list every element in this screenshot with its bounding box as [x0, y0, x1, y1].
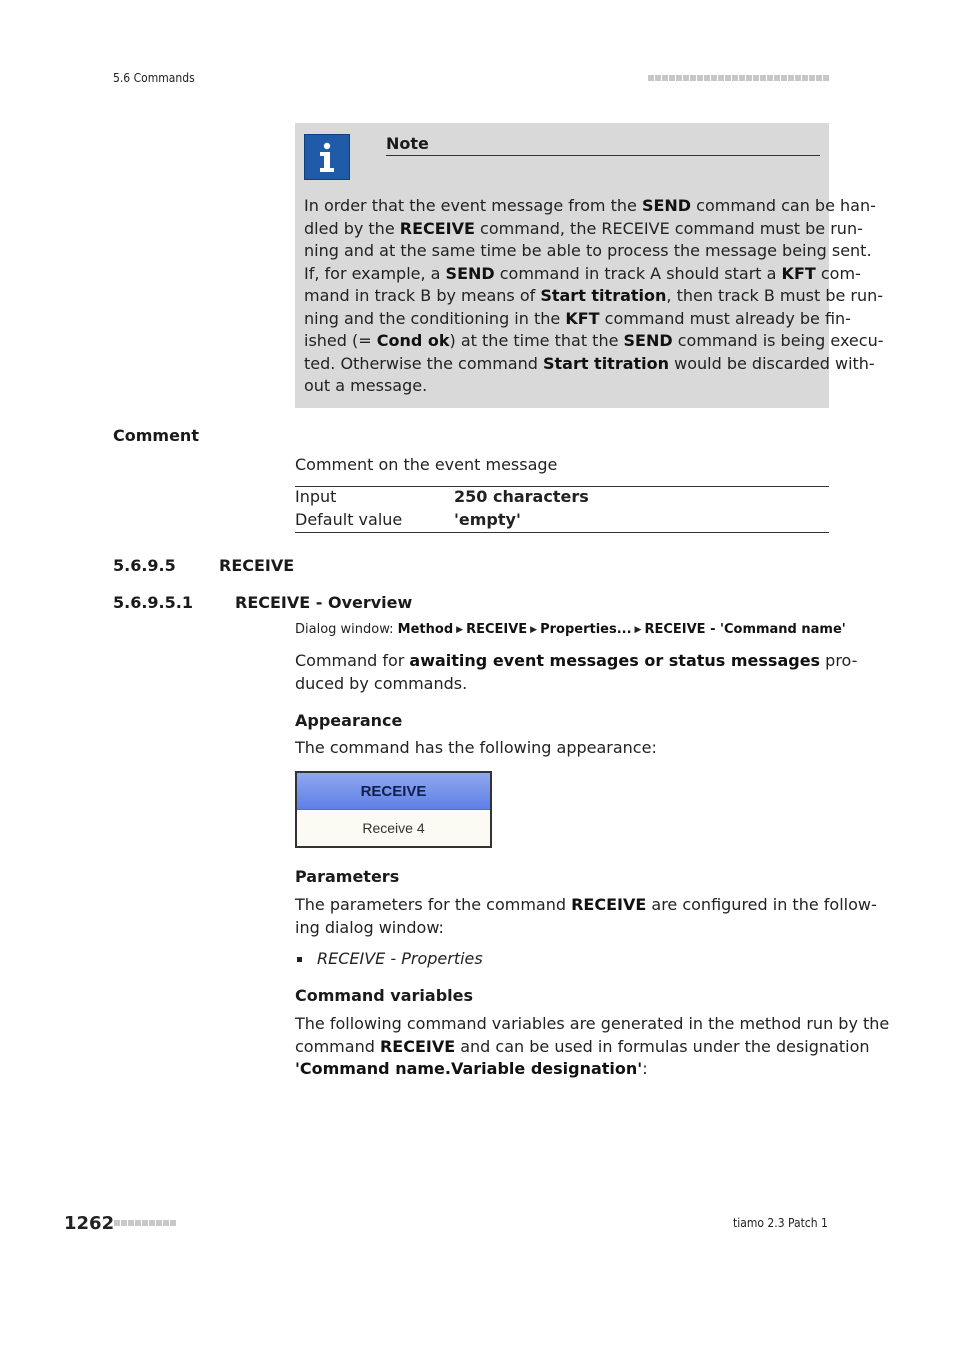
parameters-bullet-item: RECEIVE - Properties: [317, 949, 483, 968]
parameters-heading: Parameters: [295, 867, 400, 886]
dialog-path: [295, 622, 846, 637]
running-header-section: 5.6 Commands: [113, 71, 195, 85]
footer-product: tiamo 2.3 Patch 1: [733, 1216, 828, 1230]
text-run: pro-: [820, 651, 858, 670]
bold-term: KFT: [565, 308, 600, 328]
bold-term: 'Command name.Variable designation': [295, 1059, 643, 1078]
decoration-square: [676, 75, 682, 81]
command-variables-text: [295, 1013, 890, 1081]
decoration-square: [767, 75, 773, 81]
decoration-square: [149, 1220, 155, 1226]
bold-term: Start titration: [542, 353, 670, 373]
command-variables-heading: Command variables: [295, 986, 473, 1005]
text-line: [295, 1058, 829, 1081]
decoration-square: [704, 75, 710, 81]
text-run: command in track A should start a: [494, 263, 782, 283]
decoration-square: [711, 75, 717, 81]
text-line: [304, 353, 875, 376]
decoration-square: [760, 75, 766, 81]
text-line: [304, 285, 884, 308]
text-run: The following command variables are generated in the method run by the: [295, 1014, 890, 1033]
text-run: com-: [815, 263, 861, 283]
table-bottom-rule: [295, 532, 829, 533]
text-line: [304, 308, 851, 331]
decoration-square: [648, 75, 654, 81]
decoration-square: [732, 75, 738, 81]
text-run: would be discarded with-: [669, 353, 875, 373]
table-key-default: Default value: [295, 510, 403, 529]
text-run: and can be used in formulas under the designation: [455, 1036, 870, 1056]
section-number: 5.6.9.5: [113, 556, 176, 575]
text-line: [304, 263, 861, 286]
text-run: dled by the: [304, 218, 400, 238]
text-run: duced by commands.: [295, 673, 468, 693]
decoration-square: [669, 75, 675, 81]
text-run: command: [295, 1036, 380, 1056]
decoration-square: [809, 75, 815, 81]
text-run: are configured in the follow-: [646, 895, 877, 914]
text-line: [295, 1013, 890, 1036]
table-value-input: 250 characters: [454, 487, 589, 506]
decoration-square: [739, 75, 745, 81]
text-line: [304, 195, 876, 218]
text-run: Command for: [295, 651, 410, 670]
text-run: ted. Otherwise the command: [304, 353, 543, 373]
comment-description: Comment on the event message: [295, 455, 558, 474]
section-heading: [113, 556, 294, 575]
appearance-text: The command has the following appearance:: [295, 738, 657, 757]
text-run: , then track B must be run-: [666, 286, 884, 305]
text-line: [295, 894, 877, 917]
bold-term: awaiting event messages or status messages: [409, 651, 821, 670]
bold-term: RECEIVE: [571, 895, 647, 914]
bullet-marker: [297, 957, 302, 962]
appearance-heading: Appearance: [295, 711, 403, 730]
text-line: [304, 218, 863, 241]
comment-label: Comment: [113, 426, 199, 445]
receive-box-name: Receive 4: [297, 810, 490, 846]
decoration-square: [746, 75, 752, 81]
decoration-square: [128, 1220, 134, 1226]
decoration-square: [795, 75, 801, 81]
decoration-square: [142, 1220, 148, 1226]
decoration-square: [781, 75, 787, 81]
decoration-square: [655, 75, 661, 81]
text-run: command can be han-: [691, 196, 876, 215]
text-line: [304, 240, 872, 263]
text-run: command, the RECEIVE command must be run-: [474, 218, 863, 238]
bold-term: RECEIVE: [379, 1036, 456, 1056]
bold-term: SEND: [623, 331, 673, 350]
text-run: ished (=: [304, 331, 377, 350]
subsection-number: 5.6.9.5.1: [113, 593, 193, 612]
decoration-square: [156, 1220, 162, 1226]
note-title: Note: [386, 134, 429, 153]
text-line: [295, 917, 829, 940]
section-title: RECEIVE: [219, 556, 295, 575]
text-run: :: [642, 1059, 648, 1078]
bold-term: KFT: [781, 263, 816, 283]
decoration-square: [114, 1220, 120, 1226]
dialog-path-item: RECEIVE: [466, 622, 528, 637]
subsection-heading: [113, 593, 412, 612]
decoration-square: [788, 75, 794, 81]
text-run: mand in track B by means of: [304, 286, 541, 305]
decoration-square: [690, 75, 696, 81]
decoration-square: [725, 75, 731, 81]
bold-term: RECEIVE: [399, 218, 475, 238]
dialog-path-prefix: Dialog window:: [295, 622, 398, 637]
text-line: [304, 375, 822, 398]
receive-box-title: RECEIVE: [297, 773, 490, 810]
note-text: [304, 195, 884, 398]
text-run: ning and the conditioning in the: [304, 308, 566, 328]
subsection-title: RECEIVE - Overview: [235, 593, 413, 612]
bold-term: SEND: [445, 263, 495, 283]
text-run: out a message.: [304, 376, 428, 395]
dialog-path-item: RECEIVE - 'Command name': [644, 622, 846, 637]
text-run: In order that the event message from the: [304, 196, 642, 215]
intro-text: [295, 650, 858, 695]
decoration-square: [823, 75, 829, 81]
text-line: [295, 650, 858, 673]
header-decoration: [648, 75, 829, 81]
decoration-square: [774, 75, 780, 81]
text-run: command is being execu-: [672, 331, 884, 350]
decoration-square: [697, 75, 703, 81]
text-run: ing dialog window:: [295, 917, 444, 937]
decoration-square: [753, 75, 759, 81]
note-divider: [386, 155, 820, 156]
decoration-square: [121, 1220, 127, 1226]
dialog-path-item: Method: [397, 622, 454, 637]
text-line: [304, 330, 884, 353]
text-run: ) at the time that the: [449, 331, 624, 350]
dialog-path-item: Properties...: [540, 622, 632, 637]
text-line: [295, 673, 829, 696]
decoration-square: [135, 1220, 141, 1226]
info-icon: [304, 134, 350, 180]
table-value-default: 'empty': [454, 510, 521, 529]
page-number: 1262: [64, 1213, 115, 1234]
bold-term: Start titration: [540, 286, 667, 305]
bold-term: Cond ok: [376, 331, 450, 350]
bold-term: SEND: [641, 196, 692, 215]
path-arrow-icon: ▶: [456, 625, 464, 635]
text-line: [295, 1036, 870, 1059]
decoration-square: [163, 1220, 169, 1226]
text-run: If, for example, a: [304, 263, 446, 283]
text-run: command must already be fin-: [599, 308, 851, 328]
table-key-input: Input: [295, 487, 337, 506]
decoration-square: [170, 1220, 176, 1226]
decoration-square: [816, 75, 822, 81]
text-run: ning and at the same time be able to process the message being sent.: [304, 241, 872, 260]
parameters-text: [295, 894, 877, 939]
decoration-square: [683, 75, 689, 81]
path-arrow-icon: ▶: [530, 625, 538, 635]
path-arrow-icon: ▶: [634, 625, 642, 635]
decoration-square: [718, 75, 724, 81]
decoration-square: [662, 75, 668, 81]
footer-decoration: [114, 1220, 176, 1226]
decoration-square: [802, 75, 808, 81]
text-run: The parameters for the command: [295, 895, 572, 914]
receive-command-box: [295, 771, 492, 848]
